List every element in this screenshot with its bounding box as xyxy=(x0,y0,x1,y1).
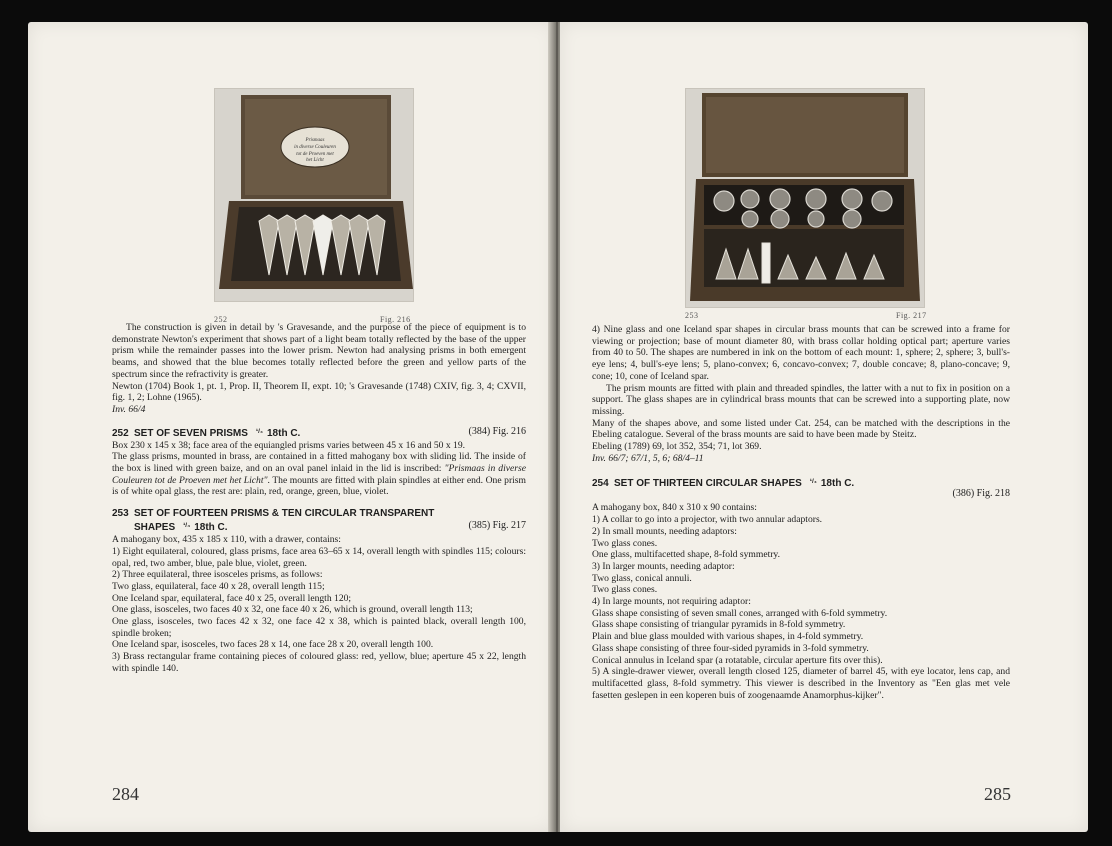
svg-text:in diverse Couleuren: in diverse Couleuren xyxy=(294,145,336,150)
entry-252-body xyxy=(112,451,526,498)
entry-253-line: One glass, isosceles, two faces 40 x 32, one face 40 x 26, which is ground, overall length 113; xyxy=(112,604,473,616)
continued-line: Many of the shapes above, and some listed under Cat. 254, can be matched with the descriptions in the Ebeling catalogue. Several of the brass mounts are said to have been made by Steitz. xyxy=(592,417,1010,441)
entry-century: 18th C. xyxy=(267,427,301,439)
continued-line: 4) Nine glass and one Iceland spar shapes in circular brass mounts that can be screwed into a frame for viewing or projection; base of mount diameter 80, with brass collar holding optical part; aperture varies from 40 to 50. The shapes are numbered in ink on the bottom of each mount: 1, sphere; 2, sphere; 3, bull's-eye lens; 4, bull's-eye lens; 5, plano-convex; 6, concavo-convex; 7, double concave; 8, plano-concave; 9, cone; 10, cone of Iceland spar. xyxy=(592,324,1010,382)
entry-254-line: 5) A single-drawer viewer, overall length closed 125, diameter of barrel 45, with eye locator, lens cap, and multifacetted glass, 8-fold symmetry. This viewer is described in the Inventory as "Een glas met vele fasetten geslepen in een koperen buis of zoogenaamde Anamorphus-kijker". xyxy=(592,666,1010,701)
references: Newton (1704) Book 1, pt. 1, Prop. II, Theorem II, expt. 10; 's Gravesande (1748) CXIV, fig. 3, 4; CXVII, fig. 1, 2; Lohne (1965). xyxy=(112,380,526,404)
entry-253-line: 2) Three equilateral, three isosceles prisms, as follows: xyxy=(112,569,323,581)
left-page xyxy=(28,22,554,832)
entry-title: SET OF SEVEN PRISMS xyxy=(134,427,248,439)
right-page xyxy=(560,22,1088,832)
folio-285: 285 xyxy=(984,784,1011,804)
entry-254-line: Glass shape consisting of triangular pyramids in 8-fold symmetry. xyxy=(592,619,846,631)
intro-paragraph: The construction is given in detail by 's Gravesande, and the purpose of the piece of equipment is to demonstrate Newton's experiment that shows part of a light beam totally reflected by the base of the upper prism while the remainder passes into the lower prism. Newton had analysing prisms in both emergent beams, and showed that the blue becomes totally reflected before the green and yellow parts of the spectrum since the refractivity is greater. xyxy=(112,322,526,380)
entry-254-heading xyxy=(592,476,1010,500)
entry-254-line: 2) In small mounts, needing adaptors: xyxy=(592,525,737,537)
svg-text:het Licht: het Licht xyxy=(306,158,324,163)
inventory-number: Inv. 66/7; 67/1, 5, 6; 68/4–11 xyxy=(592,452,704,464)
entry-number: 254 xyxy=(592,478,609,490)
figure-253-label: Fig. 217 xyxy=(896,311,927,320)
figure-253-photo xyxy=(685,88,925,308)
inventory-number: Inv. 66/4 xyxy=(112,403,146,415)
entry-253-line: One Iceland spar, equilateral, face 40 x 25, overall length 120; xyxy=(112,592,352,604)
entry-number: 252 xyxy=(112,427,129,439)
entry-254-line: Glass shape consisting of seven small cones, arranged with 6-fold symmetry. xyxy=(592,607,888,619)
entry-253-line: One glass, isosceles, two faces 42 x 32, one face 42 x 38, which is painted black, overall length 100, spindle broken; xyxy=(112,616,526,639)
entry-252-inscription: "Prismaas in diverse Couleuren tot de Proeven met het Licht" xyxy=(112,463,526,486)
entry-253-line: One Iceland spar, isosceles, two faces 28 x 14, one face 28 x 20, overall length 100. xyxy=(112,639,434,651)
continued-line: The prism mounts are fitted with plain and threaded spindles, the latter with a nut to fix in position on a support. The glass shapes are in cylindrical brass mounts that can be screwed into a supporting plate, now missing. xyxy=(592,382,1010,417)
entry-century: 18th C. xyxy=(194,522,228,534)
entry-254-line: 3) In larger mounts, needing adaptor: xyxy=(592,560,735,572)
entry-reference: (386) Fig. 218 xyxy=(952,488,1010,500)
entry-title: SET OF THIRTEEN CIRCULAR SHAPES xyxy=(614,478,802,490)
svg-text:Prismaas: Prismaas xyxy=(305,138,325,143)
entry-253-heading xyxy=(112,508,526,534)
entry-254-line: A mahogany box, 840 x 310 x 90 contains: xyxy=(592,502,757,514)
entry-253-line: 3) Brass rectangular frame containing pieces of coloured glass: red, yellow, blue; aperture 45 x 22, length with spindle 140. xyxy=(112,651,526,674)
svg-text:tot de Proeven met: tot de Proeven met xyxy=(296,152,334,157)
entry-254-line: One glass, multifacetted shape, 8-fold symmetry. xyxy=(592,549,781,561)
entry-254-line: Two glass cones. xyxy=(592,537,658,549)
entry-254-line: Glass shape consisting of three four-sided pyramids in 3-fold symmetry. xyxy=(592,642,869,654)
entry-253-line: Two glass, equilateral, face 40 x 28, overall length 115; xyxy=(112,580,325,592)
figure-252-photo xyxy=(214,88,414,302)
entry-number: 253 xyxy=(112,508,129,520)
figure-253-number: 253 xyxy=(685,311,699,320)
entry-254-line: 1) A collar to go into a projector, with two annular adaptors. xyxy=(592,514,823,526)
entry-254-line: Two glass cones. xyxy=(592,584,658,596)
entry-252-body-pre: The glass prisms, mounted in brass, are contained in a fitted mahogany box with sliding lid. The inside of the box is lined with green baize, and on an oval panel inlaid in the lid is inscribed: xyxy=(112,451,526,475)
entry-254-line: Conical annulus in Iceland spar (a rotatable, circular aperture fits over this). xyxy=(592,654,883,666)
entry-253-line: 1) Eight equilateral, coloured, glass prisms, face area 63–65 x 14, overall length with spindles 115; colours: opal, red, two amber, blue, pale blue, violet, green. xyxy=(112,545,526,569)
entry-title-line1: SET OF FOURTEEN PRISMS & TEN CIRCULAR TRANSPARENT xyxy=(134,508,435,520)
shapes-box-illustration xyxy=(686,89,924,307)
entry-252-body-post: . The mounts are fitted with plain spindles at either end. One prism is of white opal glass, the rest are: plain, red, orange, green, blue, violet. xyxy=(112,474,526,498)
entry-reference: (385) Fig. 217 xyxy=(468,520,526,532)
left-text-column xyxy=(112,322,526,675)
entry-253-line: A mahogany box, 435 x 185 x 110, with a drawer, contains: xyxy=(112,534,341,546)
entry-fraction: ¹/₄ xyxy=(255,427,263,435)
prism-box-illustration xyxy=(215,89,413,301)
figure-252-number: 252 xyxy=(214,315,228,324)
right-text-column xyxy=(592,324,1010,701)
entry-252-heading xyxy=(112,426,526,440)
entry-252-dimensions: Box 230 x 145 x 38; face area of the equiangled prisms varies between 45 x 16 and 50 x 19. xyxy=(112,439,466,451)
continued-line: Ebeling (1789) 69, lot 352, 354; 71, lot 369. xyxy=(592,441,762,453)
folio-284: 284 xyxy=(112,784,139,804)
entry-254-line: Plain and blue glass moulded with various shapes, in 4-fold symmetry. xyxy=(592,631,864,643)
entry-century: 18th C. xyxy=(820,478,855,490)
entry-fraction: ¹/₄ xyxy=(183,522,191,530)
entry-254-line: 4) In large mounts, not requiring adaptor: xyxy=(592,596,751,608)
entry-fraction: ¹/₄ xyxy=(809,478,817,486)
entry-title-line2: SHAPES xyxy=(134,522,176,534)
figure-252-label: Fig. 216 xyxy=(380,315,411,324)
entry-254-line: Two glass, conical annuli. xyxy=(592,572,692,584)
entry-reference: (384) Fig. 216 xyxy=(468,425,526,437)
